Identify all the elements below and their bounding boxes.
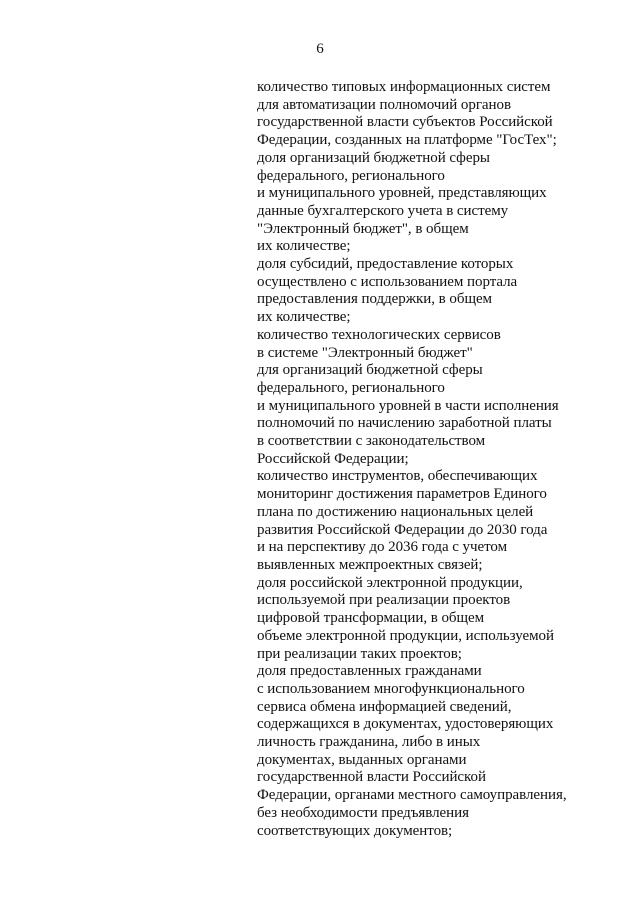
- text-line: для автоматизации полномочий органов: [257, 96, 511, 113]
- text-line: выявленных межпроектных связей;: [257, 556, 483, 573]
- text-line: используемой при реализации проектов: [257, 592, 511, 609]
- text-line: государственной власти субъектов Российской: [257, 114, 553, 131]
- text-line: документах, выданных органами: [257, 751, 467, 768]
- text-line: "Электронный бюджет", в общем: [257, 220, 469, 237]
- text-line: и муниципального уровней в части исполнения: [257, 397, 559, 414]
- text-line: количество инструментов, обеспечивающих: [257, 468, 538, 485]
- text-line: объеме электронной продукции, используемой: [257, 627, 554, 644]
- text-line: сервиса обмена информацией сведений,: [257, 698, 512, 715]
- text-line: развития Российской Федерации до 2030 года: [257, 521, 548, 538]
- text-line: и муниципального уровней, представляющих: [257, 185, 547, 202]
- text-line: федерального, регионального: [257, 167, 445, 184]
- text-line: доля организаций бюджетной сферы: [257, 149, 490, 166]
- text-line: с использованием многофункционального: [257, 680, 525, 697]
- text-line: полномочий по начислению заработной платы: [257, 415, 552, 432]
- text-line: при реализации таких проектов;: [257, 645, 462, 662]
- text-line: в соответствии с законодательством: [257, 433, 486, 450]
- text-line: их количестве;: [257, 238, 351, 255]
- text-line: Федерации, созданных на платформе "ГосТех";: [257, 132, 557, 149]
- text-line: для организаций бюджетной сферы: [257, 362, 483, 379]
- text-line: Российской Федерации;: [257, 450, 409, 467]
- page-number: 6: [316, 41, 324, 57]
- text-line: доля субсидий, предоставление которых: [257, 256, 514, 273]
- text-line: плана по достижению национальных целей: [257, 503, 534, 520]
- text-line: без необходимости предъявления: [257, 804, 469, 821]
- text-line: данные бухгалтерского учета в систему: [257, 202, 509, 219]
- text-line: и на перспективу до 2036 года с учетом: [257, 539, 508, 556]
- text-line: доля российской электронной продукции,: [257, 574, 523, 591]
- text-line: личность гражданина, либо в иных: [257, 734, 481, 751]
- text-line: их количестве;: [257, 309, 351, 326]
- text-line: мониторинг достижения параметров Единого: [257, 486, 547, 503]
- text-line: количество типовых информационных систем: [257, 79, 551, 95]
- text-line: доля предоставленных гражданами: [257, 663, 482, 680]
- document-body: [257, 79, 597, 840]
- text-line: Федерации, органами местного самоуправления,: [257, 787, 567, 804]
- text-line: осуществлено с использованием портала: [257, 273, 518, 290]
- text-line: в системе "Электронный бюджет": [257, 344, 473, 361]
- text-line: количество технологических сервисов: [257, 326, 501, 343]
- text-line: предоставления поддержки, в общем: [257, 291, 492, 308]
- text-line: федерального, регионального: [257, 379, 445, 396]
- text-line: цифровой трансформации, в общем: [257, 610, 485, 627]
- text-line: государственной власти Российской: [257, 769, 486, 786]
- text-line: соответствующих документов;: [257, 822, 453, 839]
- text-line: содержащихся в документах, удостоверяющих: [257, 716, 554, 733]
